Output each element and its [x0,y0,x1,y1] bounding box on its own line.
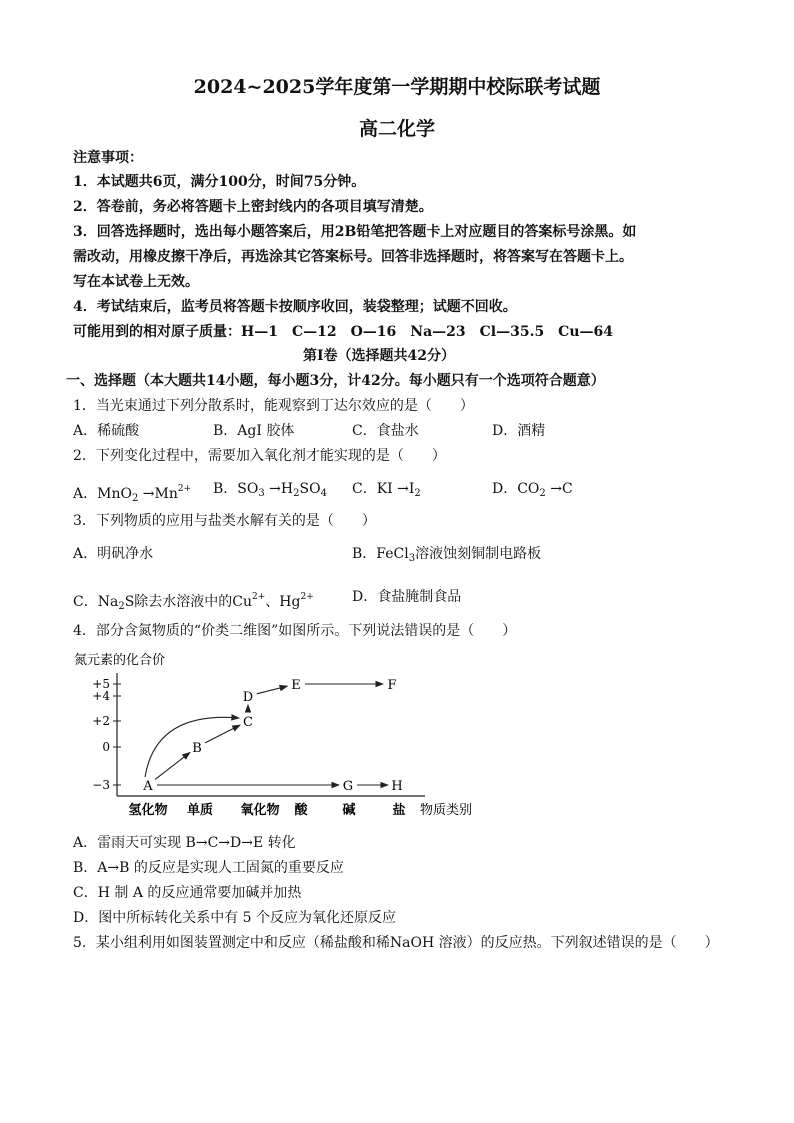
arrow-B-C [205,725,240,743]
q5-stem: 5．某小组利用如图装置测定中和反应（稀盐酸和稀NaOH 溶液）的反应热。下列叙述错误的是（ ） [73,935,719,951]
point-C: C [243,715,253,730]
q2-stem: 2．下列变化过程中，需要加入氧化剂才能实现的是（ ） [73,448,446,464]
point-A: A [143,779,153,794]
q2-option-c: C．KI $\to I_2$ [352,481,421,499]
point-F: F [387,678,397,693]
valence-class-chart [70,648,490,826]
arrow-A-B [155,753,190,780]
point-H: H [391,779,403,794]
y-tick-label: −3 [92,778,110,792]
q4-option-d: D．图中所标转化关系中有 5 个反应为氧化还原反应 [73,910,397,926]
x-category-label: 氢化物 [128,803,168,818]
q1-option-b: B．AgI 胶体 [213,423,295,439]
q2-option-a: A．$MnO_2 \to Mn^{2+}$ [73,484,192,504]
point-G: G [342,779,354,794]
arrow-D-E [257,686,288,694]
notice-item: 1．本试题共6页，满分100分，时间75分钟。 [73,174,366,190]
q3-stem: 3．下列物质的应用与盐类水解有关的是（ ） [73,513,376,529]
q4-stem: 4．部分含氮物质的“价类二维图”如图所示。下列说法错误的是（ ） [73,623,517,639]
point-B: B [192,741,202,756]
point-E: E [291,678,301,693]
notice-item: 3．回答选择题时，选出每小题答案后，用2B铅笔把答题卡上对应题目的答案标号涂黑。如 [73,224,637,240]
notice-heading: 注意事项： [73,150,143,166]
x-category-label: 盐 [392,803,406,818]
q4-option-c: C．H 制 A 的反应通常要加碱并加热 [73,885,302,901]
y-axis-label: 氮元素的化合价 [74,653,166,668]
q1-stem: 1．当光束通过下列分散系时，能观察到丁达尔效应的是（ ） [73,398,474,414]
q3-option-c: C．$Na_2S$除去水溶液中的$Cu^{2+}$、$Hg^{2+}$ [73,592,314,612]
q1-option-c: C．食盐水 [352,423,419,439]
x-category-label: 碱 [342,803,356,818]
y-tick-label: 0 [102,740,110,754]
x-category-label: 氧化物 [240,803,280,818]
x-category-label: 单质 [186,803,214,818]
exam-title: 2024~2025学年度第一学期期中校际联考试题 [193,76,601,98]
q3-option-d: D．食盐腌制食品 [352,589,462,605]
q2-option-d: D．$CO_2 \to C$ [492,481,573,499]
q1-option-d: D．酒精 [492,423,546,439]
q4-option-a: A．雷雨天可实现 B→C→D→E 转化 [73,835,296,851]
notice-item: 2．答卷前，务必将答题卡上密封线内的各项目填写清楚。 [73,199,433,215]
section-heading: 一、选择题（本大题共14小题，每小题3分，计42分。每小题只有一个选项符合题意） [66,373,605,389]
q1-option-a: A．稀硫酸 [73,423,140,439]
notice-item: 4．考试结束后，监考员将答题卡按顺序收回，装袋整理；试题不回收。 [73,299,517,315]
exam-subtitle: 高二化学 [358,118,435,140]
q4-option-b: B．A→B 的反应是实现人工固氮的重要反应 [73,860,344,876]
y-tick-label: +5 [92,677,110,691]
x-category-label: 酸 [294,803,308,818]
atomic-mass-line: 可能用到的相对原子质量：H—1 C—12 O—16 Na—23 Cl—35.5 Cu—64 [73,324,613,340]
q3-option-b: B．FeCl$_3$溶液蚀刻铜制电路板 [352,546,542,564]
point-D: D [242,690,254,705]
notice-item: 写在本试卷上无效。 [73,274,199,290]
x-axis-label: 物质类别 [420,803,473,818]
part1-heading: 第Ⅰ卷（选择题共42分） [303,348,456,364]
y-tick-label: +4 [92,689,110,703]
y-tick-label: +2 [92,714,110,728]
q3-option-a: A．明矾净水 [73,546,154,562]
q2-option-b: B．$SO_3 \to H_2SO_4$ [213,481,327,499]
notice-item: 需改动，用橡皮擦干净后，再选涂其它答案标号。回答非选择题时，将答案写在答题卡上。 [73,249,633,265]
